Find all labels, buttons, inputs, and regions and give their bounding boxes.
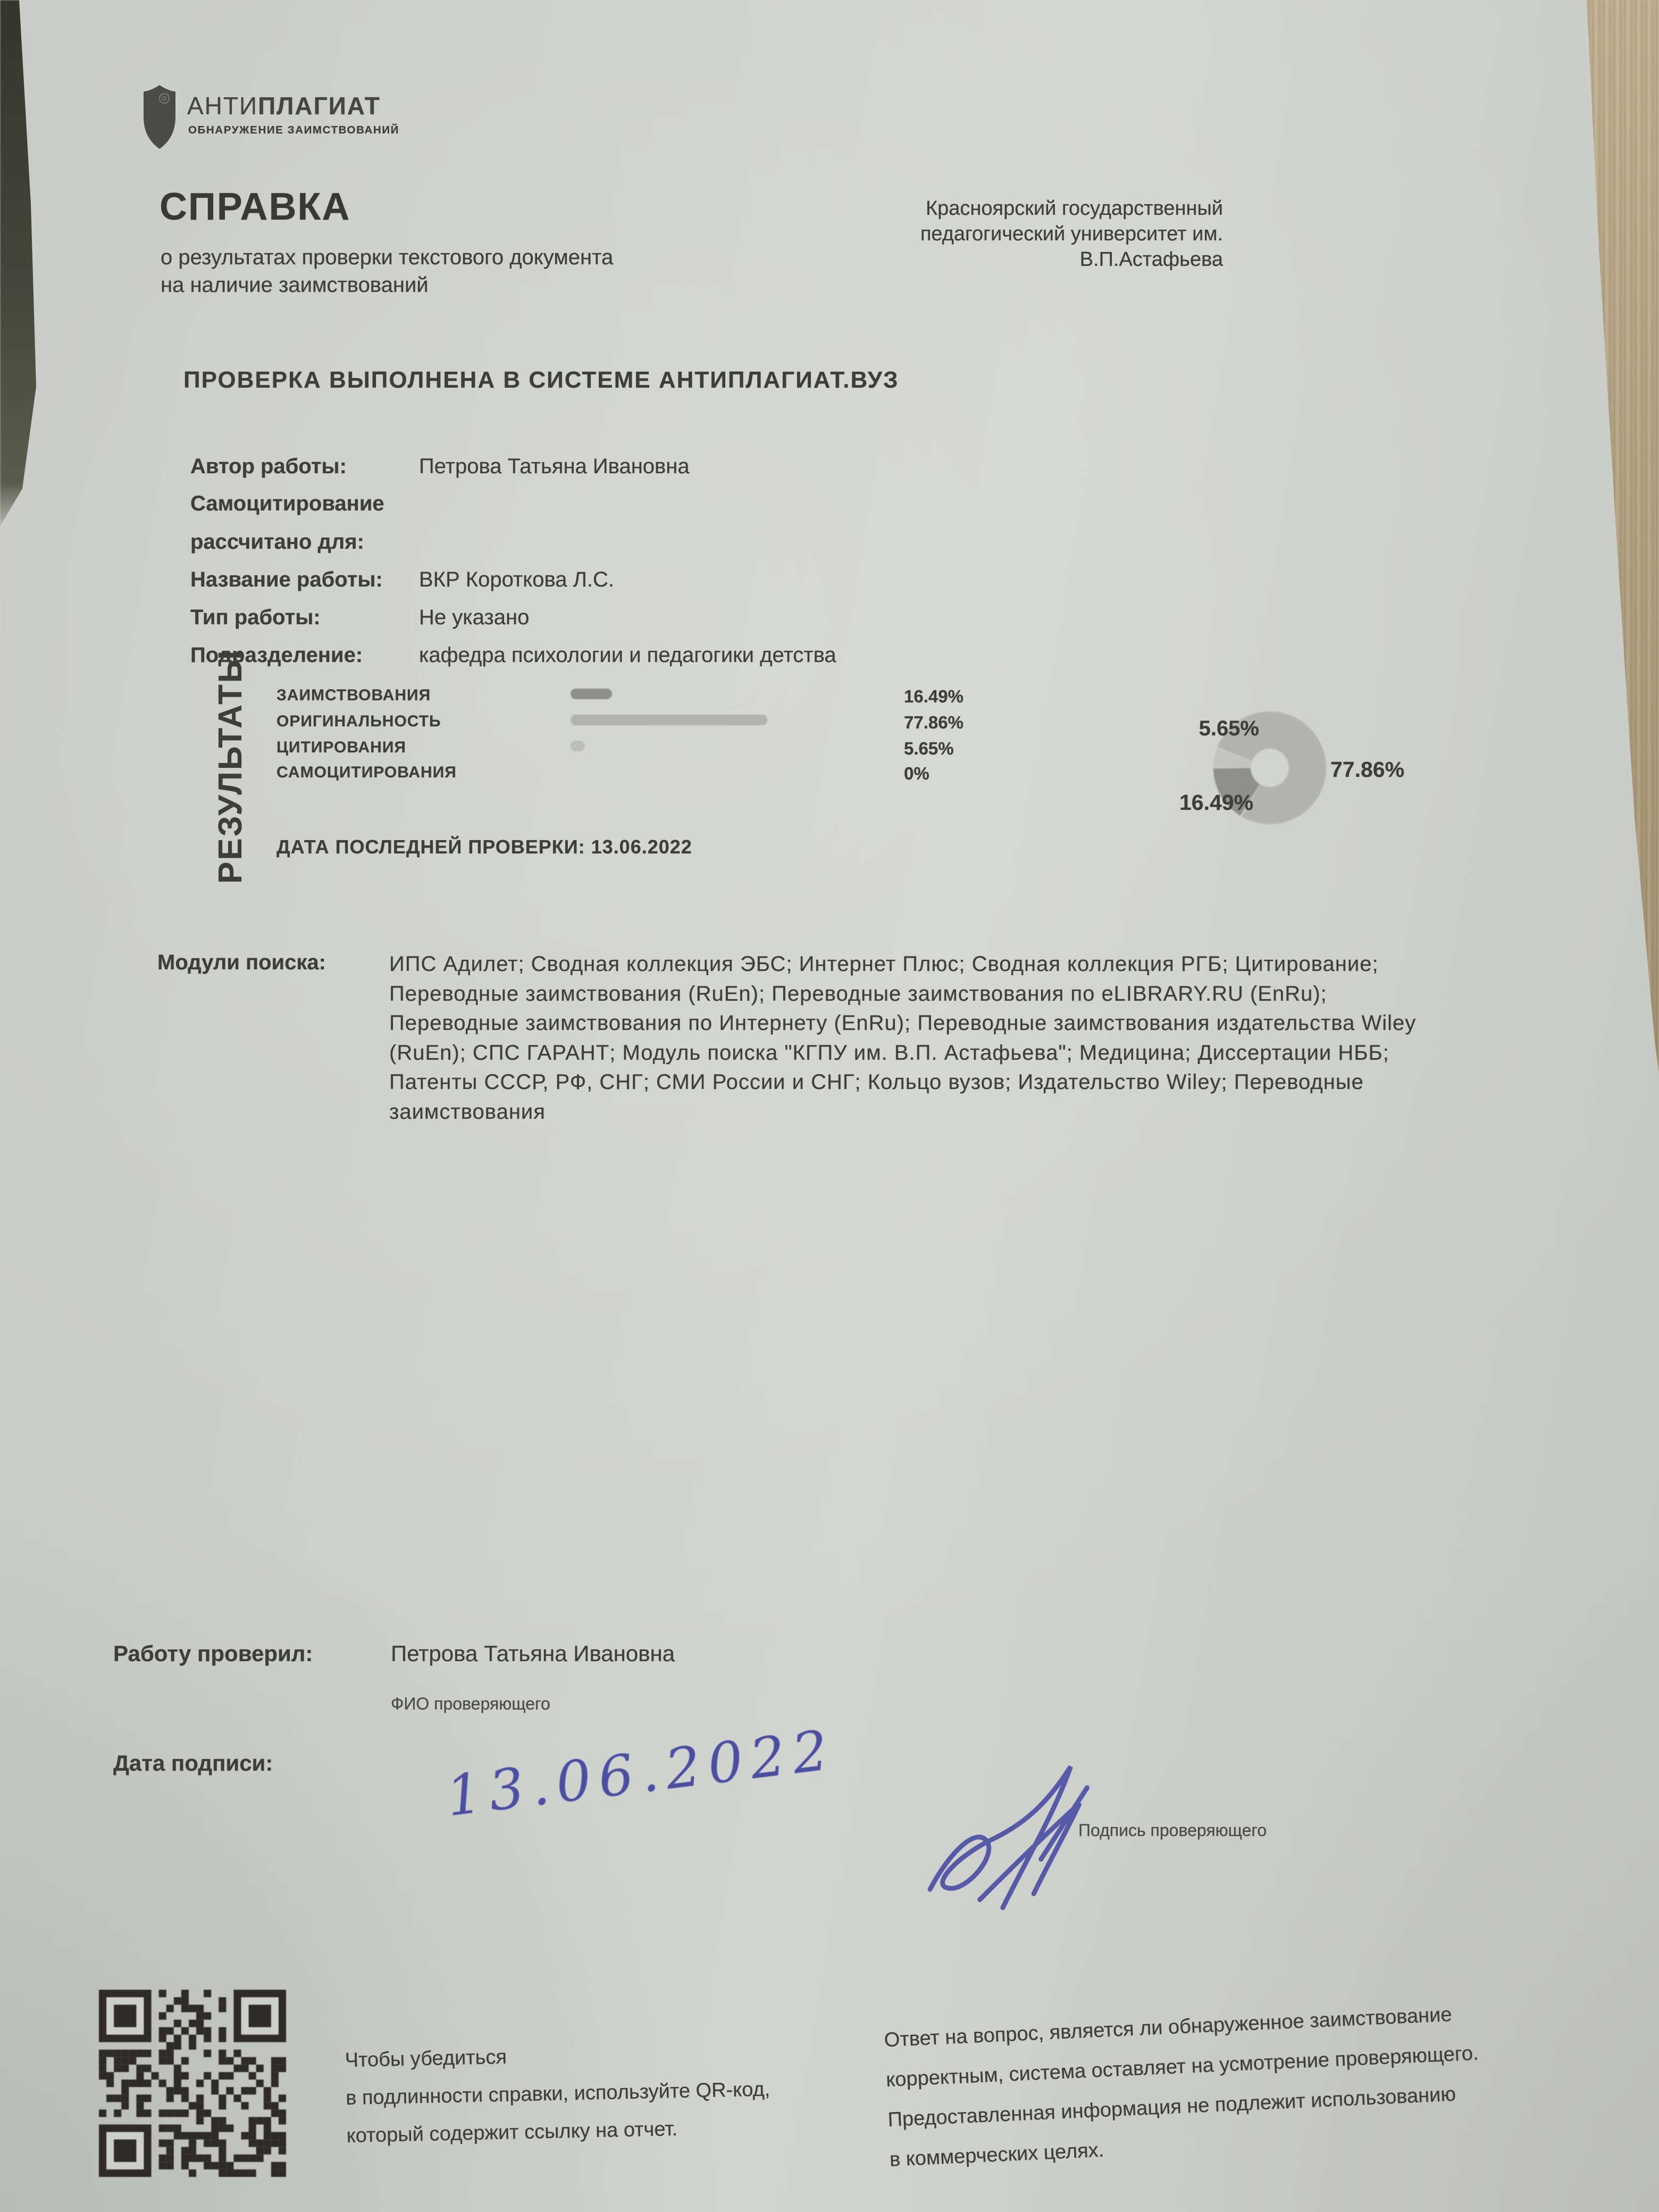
checker-name-caption: ФИО проверяющего (391, 1694, 550, 1713)
qr-note (345, 2033, 771, 2155)
pie-label-originality: 77.86% (1330, 757, 1405, 782)
work-info-value: Не указано (419, 606, 530, 629)
qr-note-line: который содержит ссылку на отчет. (346, 2117, 678, 2147)
search-modules-line: заимствования (389, 1100, 546, 1124)
qr-note-line: Чтобы убедиться (345, 2046, 507, 2072)
metric-label: ОРИГИНАЛЬНОСТЬ (276, 713, 441, 730)
work-info-label: Автор работы: (190, 455, 347, 478)
metric-value: 16.49% (904, 686, 963, 706)
brand-light-part: АНТИ (187, 92, 258, 120)
brand-wordmark (187, 91, 381, 120)
disclaimer-line: Предоставленная информация не подлежит использованию (887, 2083, 1456, 2131)
disclaimer-line: в коммерческих целях. (889, 2139, 1105, 2171)
checker-name: Петрова Татьяна Ивановна (391, 1641, 675, 1666)
search-modules-label: Модули поиска: (157, 951, 326, 974)
metric-value: 77.86% (904, 713, 963, 732)
pie-label-borrowings: 16.49% (1179, 790, 1254, 815)
signature-caption: Подпись проверяющего (1078, 1821, 1267, 1840)
metric-bar (571, 689, 612, 699)
metric-value: 5.65% (904, 739, 954, 758)
work-info-value: Петрова Татьяна Ивановна (419, 455, 690, 478)
title-subtitle-line1: о результатах проверки текстового документа (161, 246, 614, 269)
results-section-label: РЕЗУЛЬТАТЫ (212, 649, 249, 884)
metric-bar (571, 715, 767, 725)
search-modules-line: ИПС Адилет; Сводная коллекция ЭБС; Интернет Плюс; Сводная коллекция РГБ; Цитирование; (389, 952, 1379, 976)
work-info-value: кафедра психологии и педагогики детства (419, 643, 836, 667)
university-line: В.П.Астафьева (1079, 248, 1223, 271)
university-line: Красноярский государственный (925, 197, 1223, 220)
wood-table-edge (1579, 0, 1659, 1074)
disclaimer-line: корректным, система оставляет на усмотрение проверяющего. (885, 2042, 1479, 2092)
metric-label: ЗАИМСТВОВАНИЯ (276, 686, 431, 704)
metric-value: 0% (904, 764, 929, 783)
dark-room-edge (0, 0, 45, 537)
title-subtitle-line2: на наличие заимствований (161, 273, 429, 297)
search-modules-line: (RuEn); СПС ГАРАНТ; Модуль поиска "КГПУ им. В.П. Астафьева"; Медицина; Диссертации НББ; (389, 1041, 1389, 1065)
work-info-label: Название работы: (190, 568, 383, 591)
metric-label: САМОЦИТИРОВАНИЯ (276, 764, 457, 781)
brand-tagline: ОБНАРУЖЕНИЕ ЗАИМСТВОВАНИЙ (188, 124, 399, 136)
sign-date-label: Дата подписи: (113, 1750, 273, 1775)
metric-bar (571, 741, 585, 751)
pie-label-citations: 5.65% (1199, 717, 1259, 740)
antiplagiat-shield-icon (143, 84, 177, 150)
qr-code (99, 1990, 286, 2177)
search-modules-line: Переводные заимствования по Интернету (EnRu); Переводные заимствования издательства Wiley (389, 1011, 1417, 1035)
search-modules-line: Патенты СССР, РФ, СНГ; СМИ России и СНГ; Кольцо вузов; Издательство Wiley; Переводные (389, 1070, 1364, 1094)
work-info-label: Подразделение: (190, 643, 363, 667)
work-info-value: ВКР Короткова Л.С. (419, 568, 614, 591)
disclaimer-line: Ответ на вопрос, является ли обнаруженное заимствование (883, 2003, 1453, 2052)
metric-label: ЦИТИРОВАНИЯ (276, 739, 406, 756)
work-info-label: рассчитано для: (190, 530, 364, 554)
qr-note-line: в подлинности справки, используйте QR-код, (345, 2078, 770, 2109)
search-modules-line: Переводные заимствования (RuEn); Переводные заимствования по eLIBRARY.RU (EnRu); (389, 982, 1327, 1006)
work-info-label: Тип работы: (190, 606, 321, 629)
handwritten-date: 13.06.2022 (442, 1716, 839, 1829)
disclaimer (883, 1994, 1483, 2180)
work-info-label: Самоцитирование (190, 492, 384, 515)
search-modules-list (389, 950, 1416, 1127)
brand-bold-part: ПЛАГИАТ (258, 92, 381, 120)
last-check-date: ДАТА ПОСЛЕДНЕЙ ПРОВЕРКИ: 13.06.2022 (276, 836, 692, 858)
university-name (851, 196, 1223, 272)
system-check-statement: ПРОВЕРКА ВЫПОЛНЕНА В СИСТЕМЕ АНТИПЛАГИАТ.ВУЗ (183, 367, 899, 393)
donut-hole (1251, 749, 1289, 787)
university-line: педагогический университет им. (920, 223, 1223, 245)
page-title: СПРАВКА (160, 186, 351, 228)
checker-label: Работу проверил: (113, 1641, 313, 1666)
